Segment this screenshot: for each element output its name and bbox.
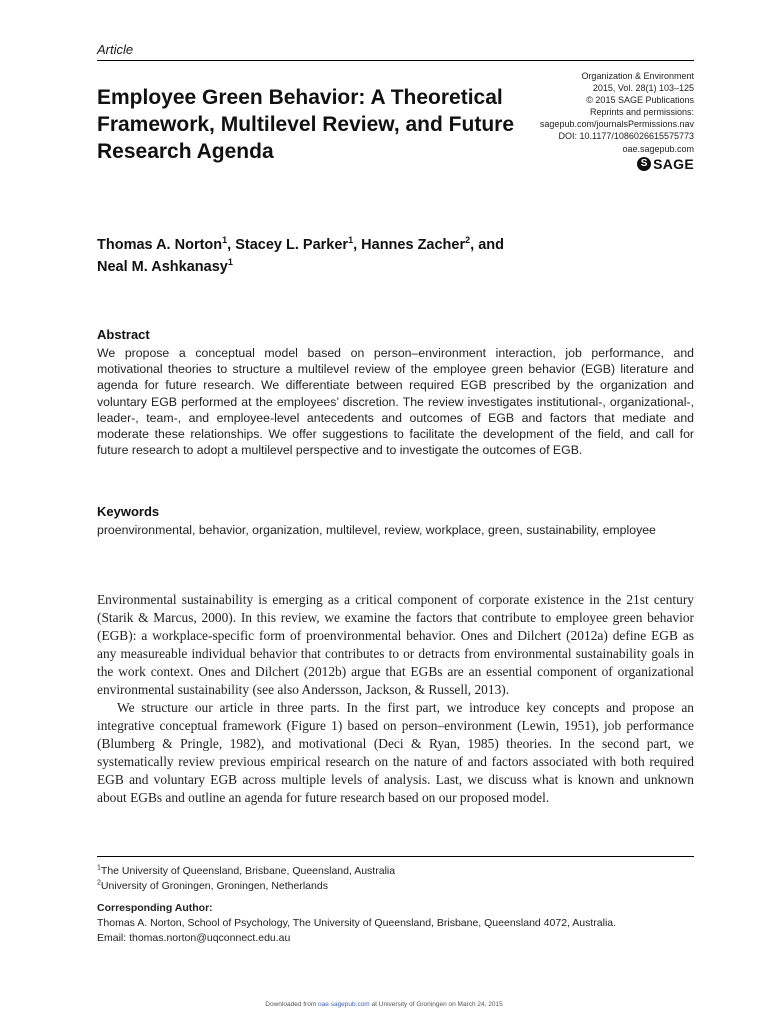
- author-affiliation-mark: 1: [222, 235, 228, 246]
- download-prefix: Downloaded from: [265, 1001, 319, 1008]
- body-paragraph: We structure our article in three parts. In the first part, we introduce key concepts and propose an integrative conceptual framework (Figure 1) based on person–environment (Lewin, 1951), job performance (Blumberg & Pringle, 1982), and motivational (Deci & Ryan, 1985) theories. In the second part, we systematically review previous empirical research on the nature of and factors associated with both required EGB and voluntary EGB across multiple levels of analysis. Last, we discuss what is known and unknown about EGBs and outline an agenda for future research based on our proposed model.: [97, 700, 694, 805]
- author-name: Stacey L. Parker: [235, 237, 349, 253]
- download-link[interactable]: oae.sagepub.com: [318, 1001, 370, 1008]
- download-suffix: at University of Groningen on March 24, 2015: [369, 1001, 503, 1008]
- article-type-label: Article: [97, 42, 134, 57]
- author-affiliation-mark: 1: [227, 257, 233, 268]
- affiliation-number: 1: [97, 864, 101, 872]
- keywords-heading: Keywords: [97, 504, 160, 519]
- footnote-rule: [97, 856, 694, 857]
- corresponding-author-heading: Corresponding Author:: [97, 902, 213, 914]
- author-name: Neal M. Ashkanasy: [97, 259, 228, 275]
- journal-site[interactable]: oae.sagepub.com: [622, 143, 694, 154]
- author-list: [97, 234, 657, 278]
- abstract-heading: Abstract: [97, 327, 150, 342]
- author-separator: ,: [353, 237, 362, 253]
- article-title: Employee Green Behavior: A Theoretical Framework, Multilevel Review, and Future Research Agenda: [97, 86, 514, 163]
- abstract-text: We propose a conceptual model based on person–environment interaction, job performance, and motivational theories to structure a multilevel review of the employee green behavior (EGB) literature and agenda for future research. We differentiate between required EGB prescribed by the organization and voluntary EGB performed at the employees’ discretion. The review investigates institutional-, organizational-, leader-, team-, and employee-level antecedents and outcomes of EGB and factors that mediate and moderate these relationships. We offer suggestions to facilitate the development of the field, and call for future research to adopt a multilevel perspective and to investigate the outcomes of EGB.: [97, 346, 694, 458]
- author-separator: ,: [227, 237, 236, 253]
- journal-volume: 2015, Vol. 28(1) 103–125: [592, 83, 694, 94]
- corresponding-author-email[interactable]: Email: thomas.norton@uqconnect.edu.au: [97, 932, 291, 944]
- sage-logo: [464, 157, 694, 171]
- keywords-text: proenvironmental, behavior, organization, multilevel, review, workplace, green, sustainability, employee: [97, 523, 656, 537]
- affiliation-note: [97, 879, 694, 894]
- article-body: [97, 591, 694, 807]
- author-name: Hannes Zacher: [361, 237, 466, 253]
- journal-info: [464, 70, 694, 171]
- affiliation-text: The University of Queensland, Brisbane, Queensland, Australia: [100, 865, 396, 877]
- journal-doi[interactable]: DOI: 10.1177/1086026615575773: [558, 131, 694, 142]
- sage-logo-icon: S: [637, 157, 651, 171]
- author-affiliation-mark: 2: [465, 235, 471, 246]
- sage-logo-text: SAGE: [653, 155, 694, 172]
- footnotes: [97, 864, 694, 946]
- affiliation-text: University of Groningen, Groningen, Netherlands: [100, 880, 328, 892]
- affiliation-note: [97, 864, 694, 879]
- journal-reprints: Reprints and permissions:: [589, 107, 694, 118]
- author-name: Thomas A. Norton: [97, 237, 223, 253]
- journal-copyright: © 2015 SAGE Publications: [586, 95, 694, 106]
- journal-reprints-url[interactable]: sagepub.com/journalsPermissions.nav: [539, 119, 694, 130]
- affiliation-number: 2: [97, 879, 101, 887]
- author-separator: , and: [470, 237, 504, 253]
- header-rule: [97, 60, 694, 61]
- journal-name: Organization & Environment: [581, 71, 694, 81]
- download-notice: [0, 1001, 768, 1008]
- author-affiliation-mark: 1: [348, 235, 354, 246]
- body-paragraph: Environmental sustainability is emerging as a critical component of corporate existence in the 21st century (Starik & Marcus, 2000). In this review, we examine the factors that contribute to employee green behavior (EGB): a workplace-specific form of proenvironmental behavior. Ones and Dilchert (2012a) define EGB as any measureable individual behavior that contributes to or detracts from environmental sustainability goals in the work context. Ones and Dilchert (2012b) argue that EGBs are an essential component of organizational environmental sustainability (see also Andersson, Jackson, & Russell, 2013).: [97, 592, 694, 697]
- corresponding-author-address: Thomas A. Norton, School of Psychology, The University of Queensland, Brisbane, Queensland 4072, Australia.: [97, 917, 617, 929]
